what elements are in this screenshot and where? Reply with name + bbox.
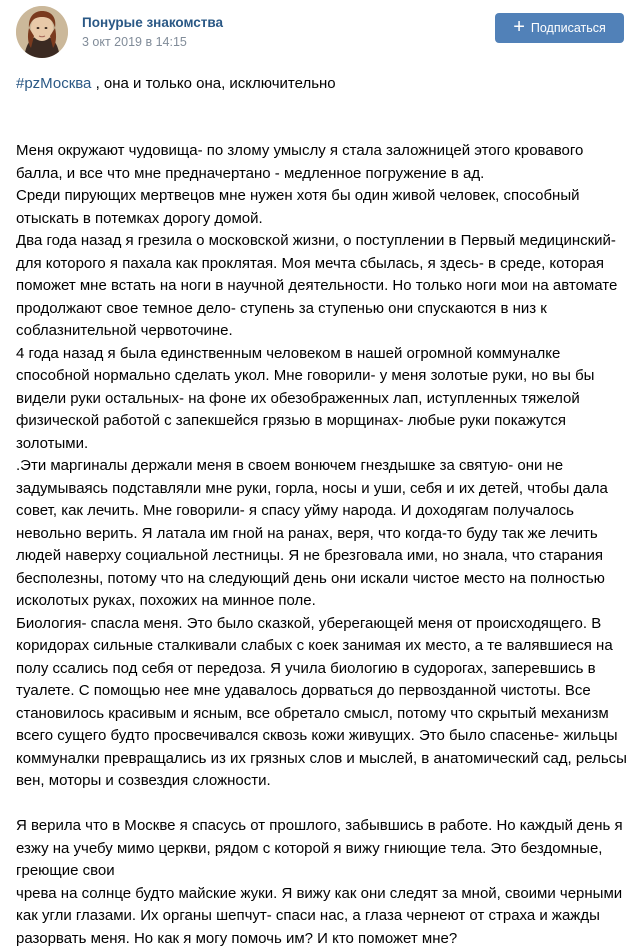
tag-suffix: , она и только она, исключительно xyxy=(91,75,335,92)
plus-icon: + xyxy=(513,17,525,37)
post-header xyxy=(16,6,624,62)
paragraph: Я верила что в Москве я спасусь от прошлого, забывшись в работе. Но каждый день я езжу на учебу мимо церкви, рядом с которой я вижу гниющие тела. Это бездомные, греющие свои xyxy=(16,815,628,883)
spacer xyxy=(16,793,628,816)
subscribe-button[interactable] xyxy=(495,13,624,43)
author-name[interactable]: Понурые знакомства xyxy=(82,15,223,30)
paragraph: 4 года назад я была единственным человеком в нашей огромной коммуналке способной нормально сделать укол. Мне говорили- у меня золотые руки, но вы бы видели руки остальных- на фоне их обезображенных лап, иступленных тяжелой физической работой с запекшейся грязью в морщинах- любые руки покажутся золотыми. xyxy=(16,343,628,456)
paragraph: чрева на солнце будто майские жуки. Я вижу как они следят за мной, своими черными как угли глазами. Их органы шепчут- спаси нас, а глаза чернеют от страха и жажды разорвать меня. Но как я могу помочь им? И кто поможет мне? xyxy=(16,883,628,950)
hashtag-link[interactable]: #pzМосква xyxy=(16,75,91,92)
avatar-portrait-icon xyxy=(16,6,68,58)
post-date[interactable]: 3 окт 2019 в 14:15 xyxy=(82,35,187,49)
paragraph: Среди пирующих мертвецов мне нужен хотя бы один живой человек, способный отыскать в потемках дорогу домой. xyxy=(16,185,628,230)
paragraph: Биология- спасла меня. Это было сказкой, уберегающей меня от происходящего. В коридорах сильные сталкивали слабых с коек занимая их место, а те валявшиеся на полу ссались под себя от передоза. Я учила биологию в судорогах, заперевшись в туалете. С помощью нее мне удавалось дорваться до первозданной чистоты. Все становилось красивым и ясным, все обретало смысл, потому что скрытый механизм всего сущего будто просвечивался сквозь кожи живущих. Это было спасенье- жильцы коммуналки превращались из их грязных слов и мыслей, в анатомический сад, рельсы вен, моторы и созвездия сложности. xyxy=(16,613,628,793)
spacer xyxy=(16,118,628,141)
paragraph: Меня окружают чудовища- по злому умыслу я стала заложницей этого кровавого балла, и все что мне предначертано - медленное погружение в ад. xyxy=(16,140,628,185)
post-text xyxy=(16,73,628,950)
tag-line xyxy=(16,73,628,96)
avatar[interactable] xyxy=(16,6,68,58)
paragraph: Два года назад я грезила о московской жизни, о поступлении в Первый медицинский- для которого я пахала как проклятая. Моя мечта сбылась, я здесь- в среде, которая поможет мне встать на ноги в научной деятельности. Но только ноги мои на автомате продолжают свое темное дело- ступень за ступенью они спускаются в низ к соблазнительной червоточине. xyxy=(16,230,628,343)
paragraph: .Эти маргиналы держали меня в своем вонючем гнездышке за святую- они не задумываясь подставляли мне руки, горла, носы и уши, себя и их детей, чтобы дала совет, как лечить. Мне говорили- я спасу уйму народа. И доходягам получалось невольно верить. Я латала им гной на ранах, веря, что когда-то буду так же лечить людей наверху социальной лестницы. Я не брезговала ими, но знала, что старания бесполезны, потому что на следующий день они искали чистое место на полностью исколотых руках, похожих на минное поле. xyxy=(16,455,628,613)
subscribe-label: Подписаться xyxy=(531,21,606,35)
